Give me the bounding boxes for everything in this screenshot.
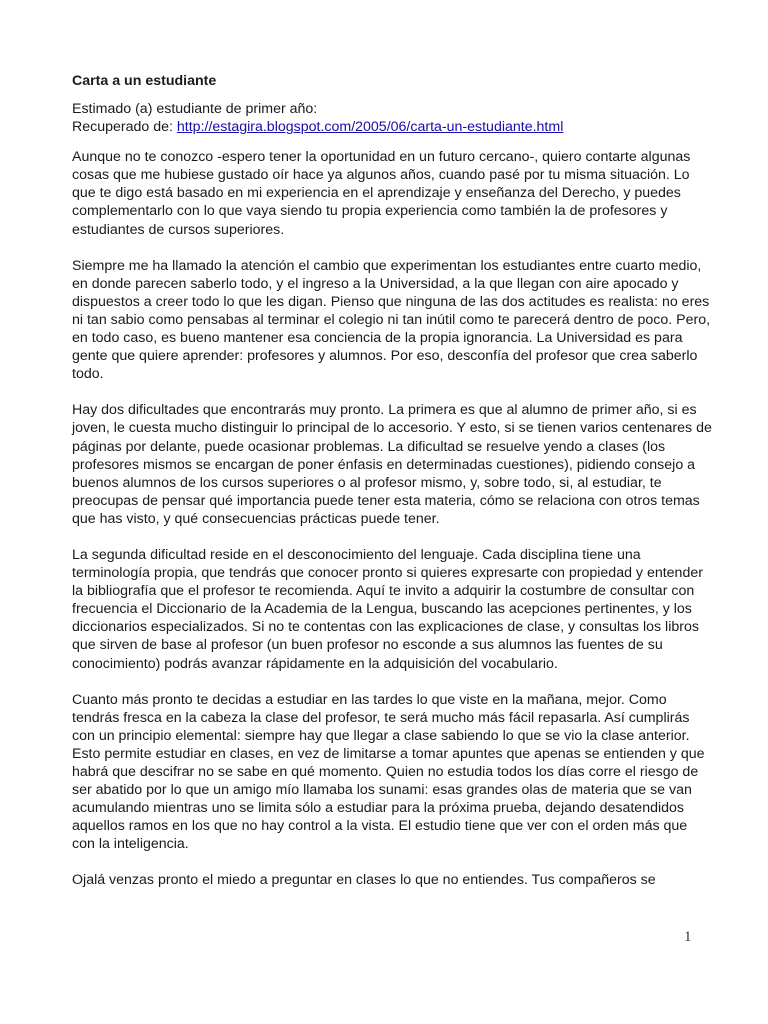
salutation: Estimado (a) estudiante de primer año:	[72, 101, 318, 117]
source-label: Recuperado de:	[72, 119, 177, 136]
source-link[interactable]: http://estagira.blogspot.com/2005/06/carta-un-estudiante.html	[176, 119, 564, 136]
document-meta	[72, 100, 712, 136]
paragraph: Cuanto más pronto te decidas a estudiar en las tardes lo que viste en la mañana, mejor. Como tendrás fresca en la cabeza la clase del profesor, te será mucho más fácil repasarla. Así cumplirás con un principio elemental: siempre hay que llegar a clase sabiendo lo que se vio la clase anterior. Esto permite estudiar en clases, en vez de limitarse a tomar apuntes que apenas se entienden y que habrá que descifrar no se sabe en qué momento. Quien no estudia todos los días corre el riesgo de ser abatido por lo que un amigo mío llamaba los sunami: esas grandes olas de materia que se van acumulando mientras uno se limita sólo a estudiar para la próxima prueba, dejando desatendidos aquellos ramos en los que no hay control a la vista. El estudio tiene que ver con el orden más que con la inteligencia.	[72, 691, 705, 853]
document-title: Carta a un estudiante	[72, 73, 217, 89]
paragraph: Ojalá venzas pronto el miedo a preguntar en clases lo que no entiendes. Tus compañeros se	[72, 872, 656, 889]
document-body	[72, 72, 712, 908]
page-number: 1	[684, 929, 692, 945]
paragraph: Siempre me ha llamado la atención el cambio que experimentan los estudiantes entre cuarto medio, en donde parecen saberlo todo, y el ingreso a la Universidad, a la que llegan con aire apocado y dispuestos a creer todo lo que les digan. Pienso que ninguna de las dos actitudes es realista: no eres ni tan sabio como pensabas al terminar el colegio ni tan inútil como te parecerá dentro de poco. Pero, en todo caso, es bueno mantener esa conciencia de la propia ignorancia. La Universidad es para gente que quiere aprender: profesores y alumnos. Por eso, desconfía del profesor que crea saberlo todo.	[72, 257, 711, 383]
paragraph: La segunda dificultad reside en el desconocimiento del lenguaje. Cada disciplina tiene una terminología propia, que tendrás que conocer pronto si quieres expresarte con propiedad y entender la bibliografía que el profesor te recomienda. Aquí te invito a adquirir la costumbre de consultar con frecuencia el Diccionario de la Academia de la Lengua, buscando las acepciones pertinentes, y los diccionarios especializados. Si no te contentas con las explicaciones de clase, y consultas los libros que sirven de base al profesor (un buen profesor no esconde a sus alumnos las fuentes de su conocimiento) podrás avanzar rápidamente en la adquisición del vocabulario.	[72, 546, 703, 672]
source-line	[72, 118, 712, 136]
paragraph: Aunque no te conozco -espero tener la oportunidad en un futuro cercano-, quiero contarte algunas cosas que me hubiese gustado oír hace ya algunos años, cuando pasé por tu misma situación. Lo que te digo está basado en mi experiencia en el aprendizaje y enseñanza del Derecho, y puedes complementarlo con lo que vaya siendo tu propia experiencia como también la de profesores y estudiantes de cursos superiores.	[72, 149, 691, 238]
paragraph: Hay dos dificultades que encontrarás muy pronto. La primera es que al alumno de primer año, si es joven, le cuesta mucho distinguir lo principal de lo accesorio. Y esto, si se tienen varios centenares de páginas por delante, puede ocasionar problemas. La dificultad se resuelve yendo a clases (los profesores mismos se encargan de poner énfasis en determinadas cuestiones), pidiendo consejo a buenos alumnos de los cursos superiores o al profesor mismo, y, sobre todo, si, al estudiar, te preocupas de pensar qué importancia puede tener esta materia, cómo se relaciona con otros temas que has visto, y qué consecuencias prácticas puede tener.	[72, 402, 712, 527]
